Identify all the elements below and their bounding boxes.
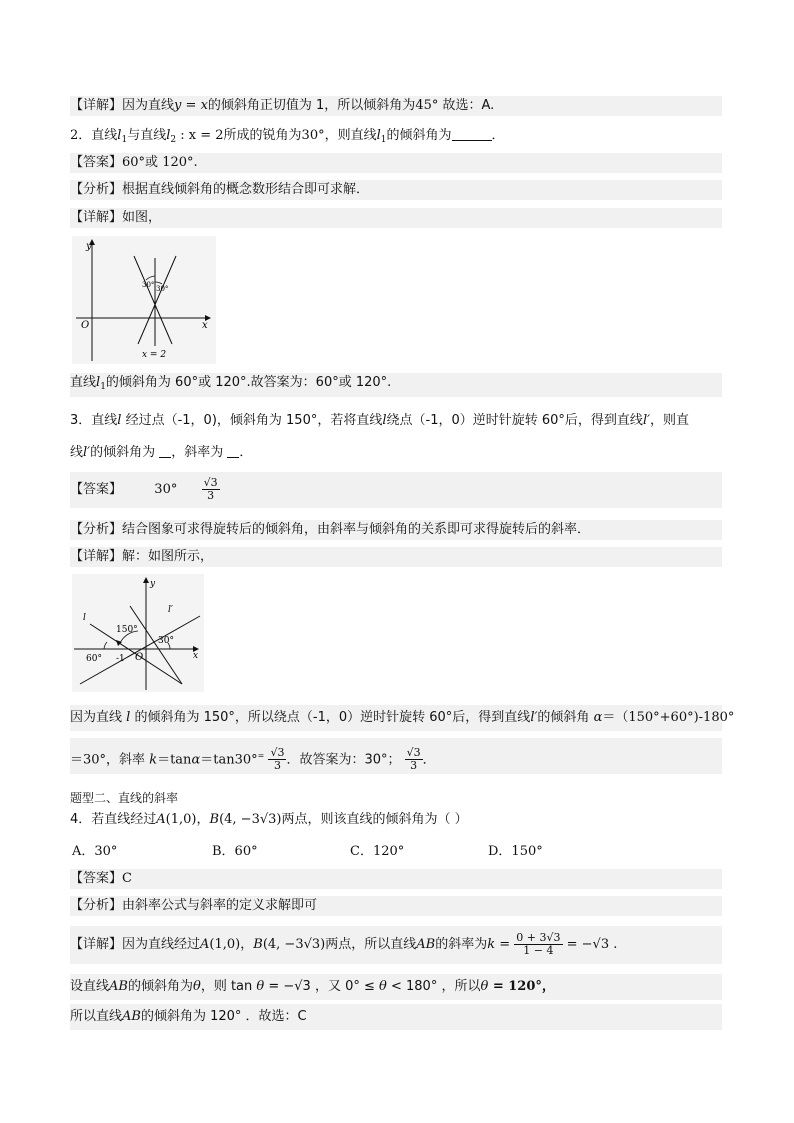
slanted-line-1 (134, 256, 172, 344)
detail-line-q2: 【详解】如图， (70, 208, 722, 228)
slope-fraction: $\frac{0 + 3√3}{1 - 4}$ (516, 931, 561, 957)
detail-label: 【详解】 (70, 98, 123, 113)
question-4: 4．若直线经过A(1,0)，B(4, −3√3)两点，则该直线的倾斜角为（ ） (70, 812, 468, 827)
analysis-line-q4: 【分析】由斜率公式与斜率的定义求解即可 (70, 896, 722, 916)
answer-line-q2: 【答案】60°或 120°. (70, 153, 722, 173)
line-l-prime-2 (130, 606, 182, 684)
solution-line-3-q4: 所以直线AB的倾斜角为 120° ．故选：C (70, 1004, 722, 1030)
answer-label: 【答案】 (70, 155, 123, 170)
line-l-prime (80, 616, 200, 684)
option-a: A．30° (72, 844, 118, 859)
origin-label: O (81, 320, 90, 331)
l-label: l (83, 613, 86, 623)
angle-arc-right (155, 282, 162, 284)
angle-150-label: 150° (116, 625, 138, 635)
option-c: C．120° (350, 844, 405, 859)
detail-line-q3: 【详解】解：如图所示， (70, 547, 722, 567)
fraction-sqrt3-over-3: $\frac{√3}{3}$ (406, 746, 421, 773)
analysis-label: 【分析】 (70, 182, 123, 197)
option-b: B．60° (212, 844, 258, 859)
question-2: 2．直线$l_1$与直线$l_2$ : x = 2所成的锐角为30°，则直线$l_1$的倾斜角为 ． (70, 128, 505, 145)
angle-label-2: 30° (156, 285, 169, 293)
solution-line-2-q4: 设直线AB的倾斜角为θ，则 tan θ = −√3 ，又 0° ≤ θ < 180° ，所以θ = 120°， (70, 974, 722, 1000)
analysis-line-q2: 【分析】根据直线倾斜角的概念数形结合即可求解． (70, 180, 722, 200)
slanted-line-2 (138, 256, 176, 344)
figure-q2-diagram (72, 236, 216, 364)
l-prime-label: l′ (168, 605, 173, 615)
option-d: D．150° (488, 844, 543, 859)
answer-blank (227, 445, 239, 458)
angle-arc-60 (104, 642, 107, 649)
analysis-label: 【分析】 (70, 522, 123, 537)
angle-60-label: 60° (86, 654, 102, 664)
answer-label: 【答案】 (70, 482, 123, 497)
figure-q3-diagram (72, 574, 204, 692)
x-label: x (202, 320, 208, 331)
angle-30-label: 30° (158, 636, 174, 646)
x-label: x (193, 651, 199, 661)
conclusion-line-q2: 直线$l_1$的倾斜角为 60°或 120°.故答案为：60°或 120°. (70, 373, 722, 397)
detail-label: 【详解】 (70, 210, 123, 225)
line-label: x = 2 (142, 350, 167, 360)
answer-blank (159, 445, 171, 458)
answer-line-q4: 【答案】C (70, 869, 722, 889)
section-heading: 题型二、直线的斜率 (70, 791, 179, 805)
detail-line-q1: 【详解】因为直线y = x的倾斜角正切值为 1，所以倾斜角为45° 故选：A. (70, 96, 722, 116)
answer-blank (452, 128, 492, 141)
y-label: y (86, 241, 92, 252)
figure-q2 (72, 236, 216, 364)
figure-q3 (72, 574, 204, 692)
detail-label: 【详解】 (70, 549, 123, 564)
y-label: y (150, 579, 156, 589)
angle-label-1: 30° (142, 281, 155, 289)
answer-label: 【答案】 (70, 871, 123, 886)
minus-one-label: -1 (116, 654, 125, 664)
detail-label: 【详解】 (70, 937, 123, 952)
solution-line-2-q3: ＝30°，斜率 k＝tanα＝tan30°= $\frac{√3}{3}$ ．故答案为：30°； $\frac{√3}{3}$ ． (70, 738, 722, 774)
y-axis-arrow (143, 577, 149, 583)
detail-line-q4: 【详解】因为直线经过A(1,0)，B(4, −3√3)两点，所以直线AB的斜率为k = $\frac{0 + 3√3}{1 - 4}$ = −√3 . (70, 926, 722, 964)
analysis-line-q3: 【分析】结合图象可求得旋转后的倾斜角，由斜率与倾斜角的关系即可求得旋转后的斜率． (70, 520, 722, 540)
answer-line-q3: 【答案】 30° $\frac{√3}{3}$ (70, 472, 722, 508)
angle-arc-left (146, 276, 155, 280)
question-3-line-2: 线l′的倾斜角为 ，斜率为 ． (70, 445, 253, 460)
solution-line-1-q3: 因为直线 l 的倾斜角为 150°，所以绕点（-1，0）逆时针旋转 60°后，得到直线l′的倾斜角 α＝（150°+60°)-180° (70, 705, 722, 731)
analysis-label: 【分析】 (70, 898, 123, 913)
origin-label: O (135, 652, 144, 663)
question-3-line-1: 3．直线l 经过点（-1，0)，倾斜角为 150°，若将直线l绕点（-1，0）逆时针旋转 60°后，得到直线l′，则直 (70, 413, 690, 428)
fraction-sqrt3-over-3: $\frac{√3}{3}$ (270, 746, 285, 773)
answer-fraction: $\frac{√3}{3}$ (203, 476, 218, 502)
